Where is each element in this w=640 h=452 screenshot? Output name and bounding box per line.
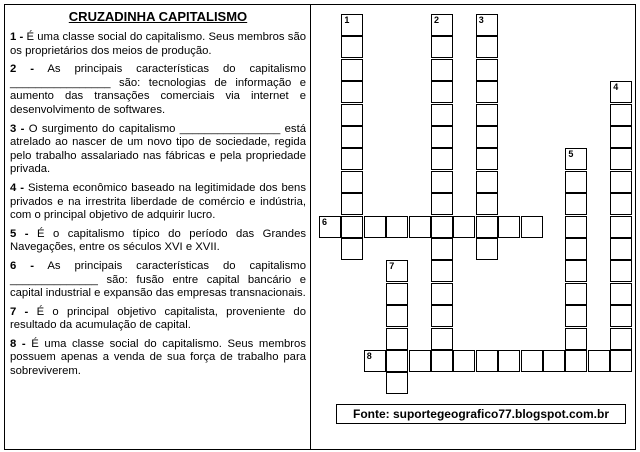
crossword-cell[interactable] (565, 238, 587, 260)
crossword-cell[interactable] (610, 305, 632, 327)
clue-8 (10, 338, 306, 379)
crossword-cell[interactable] (565, 350, 587, 372)
crossword-cell[interactable] (610, 260, 632, 282)
cell-number-label: 2 (434, 15, 440, 25)
crossword-cell[interactable] (386, 305, 408, 327)
page-title: CRUZADINHA CAPITALISMO (68, 9, 248, 24)
crossword-cell[interactable] (610, 126, 632, 148)
clue-number: 2 - (10, 63, 35, 76)
crossword-cell[interactable] (431, 59, 453, 81)
crossword-cell[interactable] (341, 238, 363, 260)
crossword-cell[interactable] (431, 305, 453, 327)
clue-number: 3 - (10, 122, 25, 135)
crossword-cell[interactable] (341, 216, 363, 238)
cell-number-label: 1 (344, 15, 350, 25)
crossword-cell[interactable] (341, 81, 363, 103)
clue-text: Sistema econômico baseado na legitimidade dos bens privados e na irrestrita liberdade de comércio e indústria, com o principal objetivo de adquirir lucro. (10, 181, 306, 222)
crossword-cell[interactable] (431, 126, 453, 148)
crossword-cell[interactable] (386, 216, 408, 238)
crossword-cell[interactable] (610, 81, 632, 103)
crossword-cell[interactable] (341, 104, 363, 126)
clue-7 (10, 306, 306, 333)
crossword-cell[interactable] (431, 171, 453, 193)
cell-number-label: 8 (366, 351, 372, 361)
clue-1 (10, 31, 306, 58)
source-credit: Fonte: suportegeografico77.blogspot.com.br (336, 404, 626, 424)
cell-number-label: 4 (613, 82, 619, 93)
cell-number-label: 3 (478, 15, 484, 25)
crossword-cell[interactable] (476, 171, 498, 193)
crossword-cell[interactable] (610, 193, 632, 215)
crossword-cell[interactable] (341, 126, 363, 148)
crossword-cell[interactable] (610, 148, 632, 170)
clue-5 (10, 228, 306, 255)
crossword-cell[interactable] (476, 238, 498, 260)
crossword-cell[interactable] (341, 59, 363, 81)
crossword-cell[interactable] (431, 283, 453, 305)
crossword-cell[interactable] (431, 238, 453, 260)
crossword-cell[interactable] (431, 350, 453, 372)
crossword-cell[interactable] (521, 216, 543, 238)
clue-number: 7 - (10, 305, 29, 318)
crossword-cell[interactable] (431, 148, 453, 170)
crossword-cell[interactable] (476, 126, 498, 148)
crossword-cell[interactable] (476, 104, 498, 126)
clue-text: É o principal objetivo capitalista, proveniente do resultado da acumulação de capital. (10, 305, 307, 332)
clue-2 (10, 63, 306, 117)
crossword-cell[interactable] (610, 171, 632, 193)
clue-4 (10, 182, 306, 223)
crossword-cell[interactable] (431, 36, 453, 58)
crossword-cell[interactable] (498, 350, 520, 372)
cell-number-label: 6 (322, 216, 328, 227)
crossword-cell[interactable] (453, 216, 475, 238)
clue-list (10, 31, 306, 384)
clue-6 (10, 260, 306, 301)
crossword-cell[interactable] (610, 350, 632, 372)
crossword-cell[interactable] (319, 216, 341, 238)
clue-number: 6 - (10, 259, 35, 272)
crossword-cell[interactable] (565, 193, 587, 215)
crossword-cell[interactable] (341, 36, 363, 58)
clue-number: 5 - (10, 227, 29, 240)
crossword-cell[interactable] (565, 283, 587, 305)
crossword-cell[interactable] (498, 216, 520, 238)
crossword-cell[interactable] (386, 283, 408, 305)
crossword-cell[interactable] (610, 104, 632, 126)
crossword-cell[interactable] (431, 260, 453, 282)
clue-text: É o capitalismo típico do período das Grandes Navegações, entre os séculos XVI e XVII. (10, 227, 306, 254)
crossword-cell[interactable] (610, 216, 632, 238)
crossword-cell[interactable] (565, 305, 587, 327)
crossword-cell[interactable] (431, 104, 453, 126)
crossword-cell[interactable] (476, 350, 498, 372)
clue-number: 8 - (10, 337, 26, 350)
crossword-cell[interactable] (341, 193, 363, 215)
crossword-cell[interactable] (565, 260, 587, 282)
crossword-cell[interactable] (431, 328, 453, 350)
crossword-cell[interactable] (386, 350, 408, 372)
crossword-cell[interactable] (476, 81, 498, 103)
crossword-cell[interactable] (386, 328, 408, 350)
crossword-cell[interactable] (476, 148, 498, 170)
crossword-cell[interactable] (588, 350, 610, 372)
clue-text: O surgimento do capitalismo ________________ está atrelado ao nascer de um novo tipo de sociedade, regida pelo trabalho assalariado nas fábricas e pela propriedade privada. (10, 122, 307, 176)
clue-number: 1 - (10, 31, 24, 43)
crossword-cell[interactable] (610, 283, 632, 305)
crossword-cell[interactable] (386, 260, 408, 282)
crossword-cell[interactable] (431, 216, 453, 238)
crossword-cell[interactable] (341, 14, 363, 36)
crossword-cell[interactable] (610, 328, 632, 350)
crossword-cell[interactable] (476, 36, 498, 58)
crossword-cell[interactable] (341, 148, 363, 170)
crossword-cell[interactable] (341, 171, 363, 193)
cell-number-label: 7 (389, 261, 395, 272)
crossword-cell[interactable] (364, 216, 386, 238)
crossword-cell[interactable] (431, 193, 453, 215)
clue-3 (10, 123, 306, 177)
crossword-cell[interactable] (610, 238, 632, 260)
crossword-cell[interactable] (476, 216, 498, 238)
clue-text: É uma classe social do capitalismo. Seus membros possuem apenas a venda de sua força de trabalho para sobreviverem. (10, 337, 306, 378)
crossword-cell[interactable] (364, 350, 386, 372)
crossword-cell[interactable] (543, 350, 565, 372)
clue-number: 4 - (10, 181, 24, 194)
crossword-cell[interactable] (431, 81, 453, 103)
crossword-cell[interactable] (431, 14, 453, 36)
crossword-cell[interactable] (453, 350, 475, 372)
clue-text: As principais características do capitalismo ________________ são: tecnologias de informação e aumento das transações comerciais via internet e desenvolvimento de softwares. (10, 63, 307, 116)
crossword-cell[interactable] (409, 350, 431, 372)
crossword-cell[interactable] (476, 14, 498, 36)
crossword-cell[interactable] (565, 148, 587, 170)
crossword-cell[interactable] (409, 216, 431, 238)
crossword-cell[interactable] (565, 171, 587, 193)
cell-number-label: 5 (568, 149, 574, 160)
column-divider (310, 4, 311, 450)
crossword-cell[interactable] (386, 372, 408, 394)
clue-text: As principais características do capitalismo ______________ são: fusão entre capital bancário e capital industrial e expansão das empresas transnacionais. (10, 259, 307, 300)
crossword-cell[interactable] (565, 216, 587, 238)
clue-text: É uma classe social do capitalismo. Seus membros são os proprietários dos meios de produção. (10, 31, 307, 57)
crossword-cell[interactable] (521, 350, 543, 372)
crossword-cell[interactable] (476, 193, 498, 215)
crossword-cell[interactable] (476, 59, 498, 81)
crossword-cell[interactable] (565, 328, 587, 350)
